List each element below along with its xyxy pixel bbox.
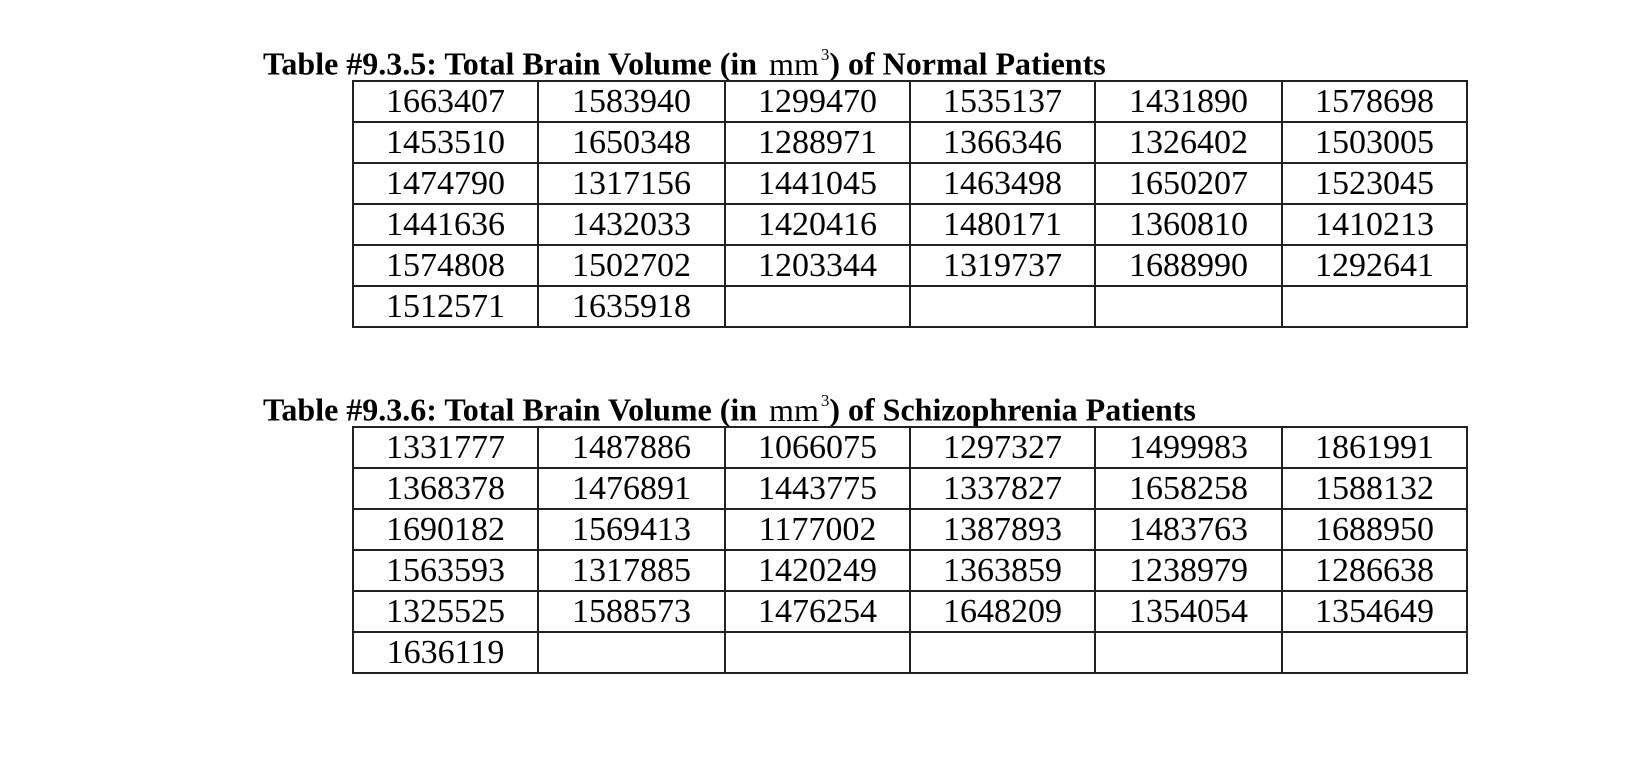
table-cell [1282, 632, 1467, 673]
table-cell: 1354649 [1282, 591, 1467, 632]
table-cell: 1453510 [353, 122, 538, 163]
table-row [353, 204, 1467, 245]
unit-label [769, 46, 829, 82]
table-cell: 1535137 [910, 81, 1095, 122]
table-cell: 1480171 [910, 204, 1095, 245]
data-table-schizophrenia [352, 426, 1468, 674]
unit-exponent: 3 [820, 391, 830, 410]
table-row [353, 468, 1467, 509]
table-cell: 1503005 [1282, 122, 1467, 163]
table-cell: 1368378 [353, 468, 538, 509]
table-cell: 1441045 [725, 163, 910, 204]
table-cell: 1463498 [910, 163, 1095, 204]
table-cell: 1443775 [725, 468, 910, 509]
table-cell: 1635918 [538, 286, 725, 327]
table-row [353, 509, 1467, 550]
unit-base: mm [769, 391, 819, 428]
table-cell: 1663407 [353, 81, 538, 122]
table-cell: 1431890 [1095, 81, 1282, 122]
table-cell: 1588132 [1282, 468, 1467, 509]
table-row [353, 550, 1467, 591]
table-cell [538, 632, 725, 673]
table-cell: 1512571 [353, 286, 538, 327]
table-row [353, 81, 1467, 122]
table-caption [263, 38, 1106, 82]
table-cell [725, 286, 910, 327]
table-cell: 1523045 [1282, 163, 1467, 204]
table-cell: 1299470 [725, 81, 910, 122]
table-cell: 1317156 [538, 163, 725, 204]
table-cell: 1563593 [353, 550, 538, 591]
table-cell: 1297327 [910, 427, 1095, 468]
table-cell: 1476891 [538, 468, 725, 509]
table-cell: 1203344 [725, 245, 910, 286]
table-cell: 1483763 [1095, 509, 1282, 550]
table-cell: 1354054 [1095, 591, 1282, 632]
table-cell: 1583940 [538, 81, 725, 122]
table-cell: 1331777 [353, 427, 538, 468]
table-cell: 1574808 [353, 245, 538, 286]
table-row [353, 245, 1467, 286]
table-cell: 1420249 [725, 550, 910, 591]
caption-prefix: Table #9.3.6: Total Brain Volume (in [263, 391, 758, 428]
table-cell: 1420416 [725, 204, 910, 245]
table-cell: 1177002 [725, 509, 910, 550]
table-cell [725, 632, 910, 673]
table-cell: 1286638 [1282, 550, 1467, 591]
table-cell: 1066075 [725, 427, 910, 468]
table-cell: 1326402 [1095, 122, 1282, 163]
table-cell [910, 632, 1095, 673]
table-cell: 1441636 [353, 204, 538, 245]
table-cell: 1688950 [1282, 509, 1467, 550]
table-cell [1095, 632, 1282, 673]
table-cell [1095, 286, 1282, 327]
table-cell: 1502702 [538, 245, 725, 286]
table-cell: 1688990 [1095, 245, 1282, 286]
table-cell: 1648209 [910, 591, 1095, 632]
table-cell: 1658258 [1095, 468, 1282, 509]
table-cell [1282, 286, 1467, 327]
table-cell: 1317885 [538, 550, 725, 591]
table-caption [263, 384, 1196, 428]
data-table-normal [352, 80, 1468, 328]
table-cell [910, 286, 1095, 327]
table-cell: 1238979 [1095, 550, 1282, 591]
table-cell: 1636119 [353, 632, 538, 673]
unit-base: mm [769, 45, 819, 82]
table-cell: 1410213 [1282, 204, 1467, 245]
table-cell: 1360810 [1095, 204, 1282, 245]
unit-exponent: 3 [820, 45, 830, 64]
table-cell: 1650348 [538, 122, 725, 163]
unit-label [769, 392, 829, 428]
table-cell: 1387893 [910, 509, 1095, 550]
table-row [353, 163, 1467, 204]
table-cell: 1569413 [538, 509, 725, 550]
table-cell: 1366346 [910, 122, 1095, 163]
table-cell: 1363859 [910, 550, 1095, 591]
table-cell: 1325525 [353, 591, 538, 632]
table-row [353, 286, 1467, 327]
table-cell: 1650207 [1095, 163, 1282, 204]
table-cell: 1690182 [353, 509, 538, 550]
table-cell: 1487886 [538, 427, 725, 468]
table-cell: 1292641 [1282, 245, 1467, 286]
table-cell: 1337827 [910, 468, 1095, 509]
table-row [353, 122, 1467, 163]
table-cell: 1861991 [1282, 427, 1467, 468]
table-cell: 1432033 [538, 204, 725, 245]
table-cell: 1588573 [538, 591, 725, 632]
caption-suffix: ) of Normal Patients [829, 45, 1106, 82]
table-cell: 1578698 [1282, 81, 1467, 122]
table-cell: 1476254 [725, 591, 910, 632]
table-row [353, 427, 1467, 468]
table-cell: 1474790 [353, 163, 538, 204]
table-cell: 1288971 [725, 122, 910, 163]
table-row [353, 591, 1467, 632]
caption-suffix: ) of Schizophrenia Patients [829, 391, 1196, 428]
table-row [353, 632, 1467, 673]
caption-prefix: Table #9.3.5: Total Brain Volume (in [263, 45, 758, 82]
table-cell: 1499983 [1095, 427, 1282, 468]
table-cell: 1319737 [910, 245, 1095, 286]
